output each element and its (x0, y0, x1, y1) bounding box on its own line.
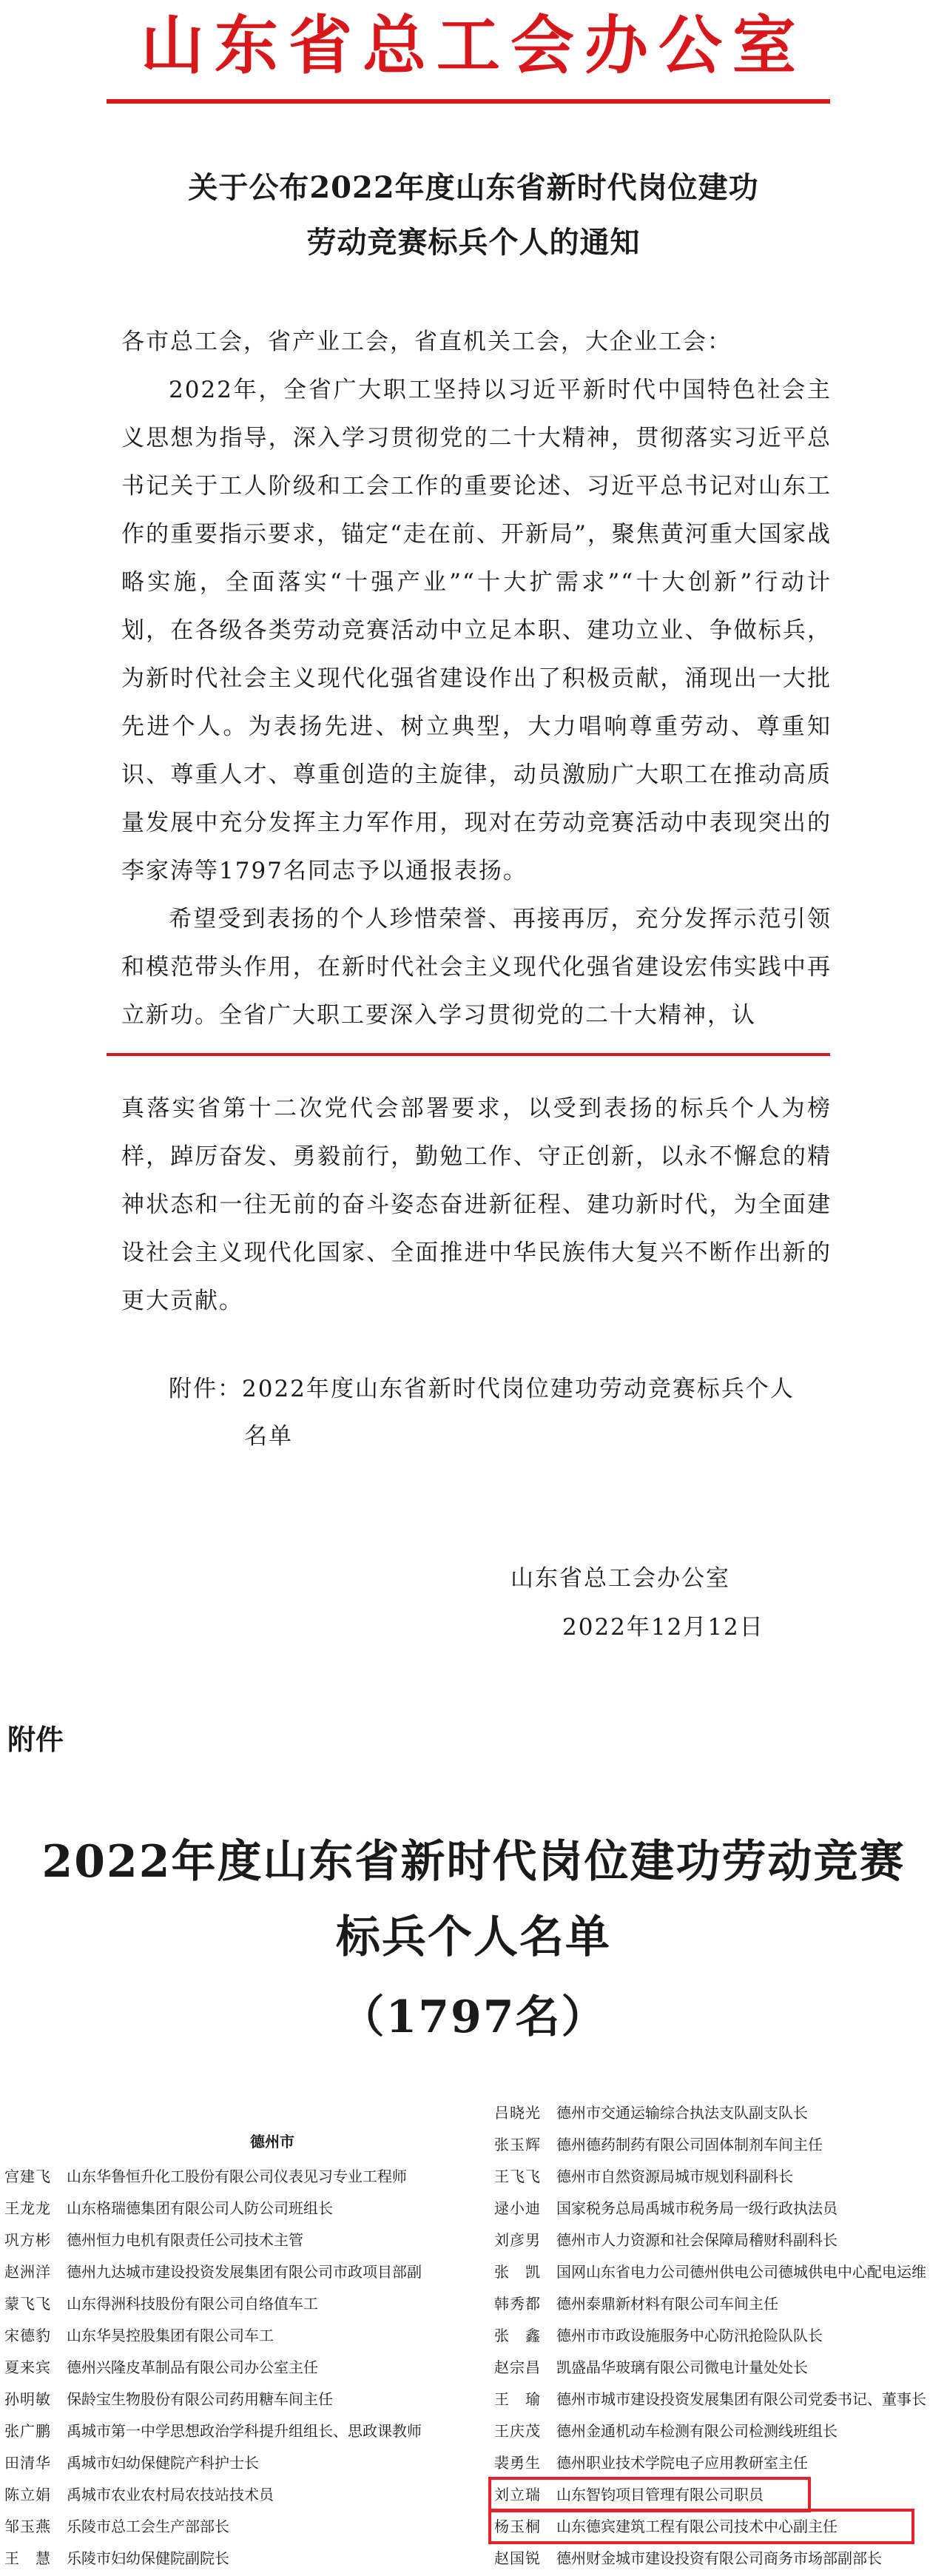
highlight-box-yang-yutong (488, 2509, 914, 2544)
body-paragraph-2-start: 希望受到表扬的个人珍惜荣誉、再接再厉，充分发挥示范引领和模范带头作用，在新时代社会主义现代化强省建设宏伟实践中再立新功。全省广大职工要深入学习贯彻党的二十大精神，认 (121, 906, 832, 1029)
attachment-reference-line1: 附件：2022年度山东省新时代岗位建功劳动竞赛标兵个人 (169, 1376, 795, 1402)
list-item: 王 慧 乐陵市妇幼保健院副院长 (4, 2549, 229, 2567)
notice-body-page2 (121, 1085, 832, 1325)
list-item: 陈立娟 禹城市农业农村局农技站技术员 (4, 2486, 274, 2503)
highlight-box-liu-lirui (488, 2477, 811, 2512)
list-item: 吕晓光 德州市交通运输综合执法支队副支队长 (494, 2104, 808, 2122)
list-item: 赵宗昌 凯盛晶华玻璃有限公司微电计量处处长 (494, 2358, 808, 2376)
list-item: 田清华 禹城市妇幼保健院产科护士长 (4, 2454, 259, 2472)
list-item: 王龙龙 山东格瑞德集团有限公司人防公司班组长 (4, 2199, 333, 2217)
list-item-highlighted: 刘立瑞 山东智钧项目管理有限公司职员 (494, 2486, 764, 2503)
list-item: 王庆茂 德州金通机动车检测有限公司检测线班组长 (494, 2422, 838, 2440)
list-item-highlighted: 杨玉桐 山东德宾建筑工程有限公司技术中心副主任 (494, 2518, 838, 2535)
list-item: 张 鑫 德州市市政设施服务中心防汛抢险队队长 (494, 2327, 823, 2344)
list-item: 宋德豹 山东华昊控股集团有限公司车工 (4, 2327, 274, 2344)
list-item: 邹玉燕 乐陵市总工会生产部部长 (4, 2518, 229, 2535)
list-item: 裴勇生 德州职业技术学院电子应用教研室主任 (494, 2454, 808, 2472)
list-item: 赵洲洋 德州九达城市建设投资发展集团有限公司市政项目部副 (4, 2263, 422, 2281)
notice-title-line2: 劳动竞赛标兵个人的通知 (306, 225, 641, 260)
list-item: 张玉辉 德州德药制药有限公司固体制剂车间主任 (494, 2136, 823, 2153)
list-item: 刘彦男 德州市人力资源和社会保障局稽财科副科长 (494, 2231, 838, 2249)
salutation: 各市总工会，省产业工会，省直机关工会，大企业工会： (121, 329, 732, 355)
body-paragraph-2-end: 真落实省第十二次党代会部署要求，以受到表扬的标兵个人为榜样，踔厉奋发、勇毅前行，勤勉工作、守正创新，以永不懈怠的精神状态和一往无前的奋斗姿态奋进新征程、建功新时代，为全面建设社会主义现代化国家、全面推进中华民族伟大复兴不断作出新的更大贡献。 (121, 1095, 832, 1314)
list-item: 孙明敏 保龄宝生物股份有限公司药用糖车间主任 (4, 2390, 333, 2408)
notice-title-line1: 关于公布2022年度山东省新时代岗位建功 (188, 170, 759, 205)
list-item: 张广鹏 禹城市第一中学思想政治学科提升组组长、思政课教师 (4, 2422, 422, 2440)
header-red-rule (107, 99, 830, 104)
list-item: 蒙飞飞 山东得洲科技股份有限公司自络值车工 (4, 2295, 318, 2313)
page-break-red-rule (107, 1053, 830, 1056)
issue-date: 2022年12月12日 (562, 1614, 764, 1641)
honoree-list-left (4, 2161, 478, 2575)
list-item: 赵国锐 德州财金城市建设投资有限公司商务市场部副部长 (494, 2549, 882, 2567)
attachment-reference-line2: 名单 (244, 1423, 293, 1450)
city-heading: 德州市 (250, 2133, 294, 2150)
list-item: 逯小迪 国家税务总局禹城市税务局一级行政执法员 (494, 2199, 838, 2217)
list-item: 王 瑜 德州市城市建设投资发展集团有限公司党委书记、董事长 (494, 2390, 926, 2408)
list-title-line2: 标兵个人名单 (336, 1911, 611, 1963)
list-title-line1: 2022年度山东省新时代岗位建功劳动竞赛 (41, 1836, 906, 1888)
list-item: 王飞飞 德州市自然资源局城市规划科副科长 (494, 2168, 793, 2185)
list-item: 韩秀都 德州泰鼎新材料有限公司车间主任 (494, 2295, 778, 2313)
list-item: 宫建飞 山东华鲁恒升化工股份有限公司仪表见习专业工程师 (4, 2168, 407, 2185)
attachment-label: 附件 (7, 1724, 64, 1756)
issuing-office-header: 山东省总工会办公室 (141, 9, 806, 83)
list-item: 张 凯 国网山东省电力公司德州供电公司德城供电中心配电运维 (494, 2263, 926, 2281)
list-item: 巩方彬 德州恒力电机有限责任公司技术主管 (4, 2231, 303, 2249)
signature: 山东省总工会办公室 (510, 1565, 730, 1592)
list-count: （1797名） (340, 1991, 607, 2043)
body-paragraph-1: 2022年，全省广大职工坚持以习近平新时代中国特色社会主义思想为指导，深入学习贯彻党的二十大精神，贯彻落实习近平总书记关于工人阶级和工会工作的重要论述、习近平总书记对山东工作的重要指示要求，锚定“走在前、开新局”，聚焦黄河重大国家战略实施，全面落实“十强产业”“十大扩需求”“十大创新”行动计划，在各级各类劳动竞赛活动中立足本职、建功立业、争做标兵，为新时代社会主义现代化强省建设作出了积极贡献，涌现出一大批先进个人。为表扬先进、树立典型，大力唱响尊重劳动、尊重知识、尊重人才、尊重创造的主旋律，动员激励广大职工在推动高质量发展中充分发挥主力军作用，现对在劳动竞赛活动中表现突出的李家涛等1797名同志予以通报表扬。 (121, 377, 832, 884)
notice-body-page1 (121, 318, 832, 1040)
list-item: 夏来宾 德州兴隆皮革制品有限公司办公室主任 (4, 2358, 318, 2376)
